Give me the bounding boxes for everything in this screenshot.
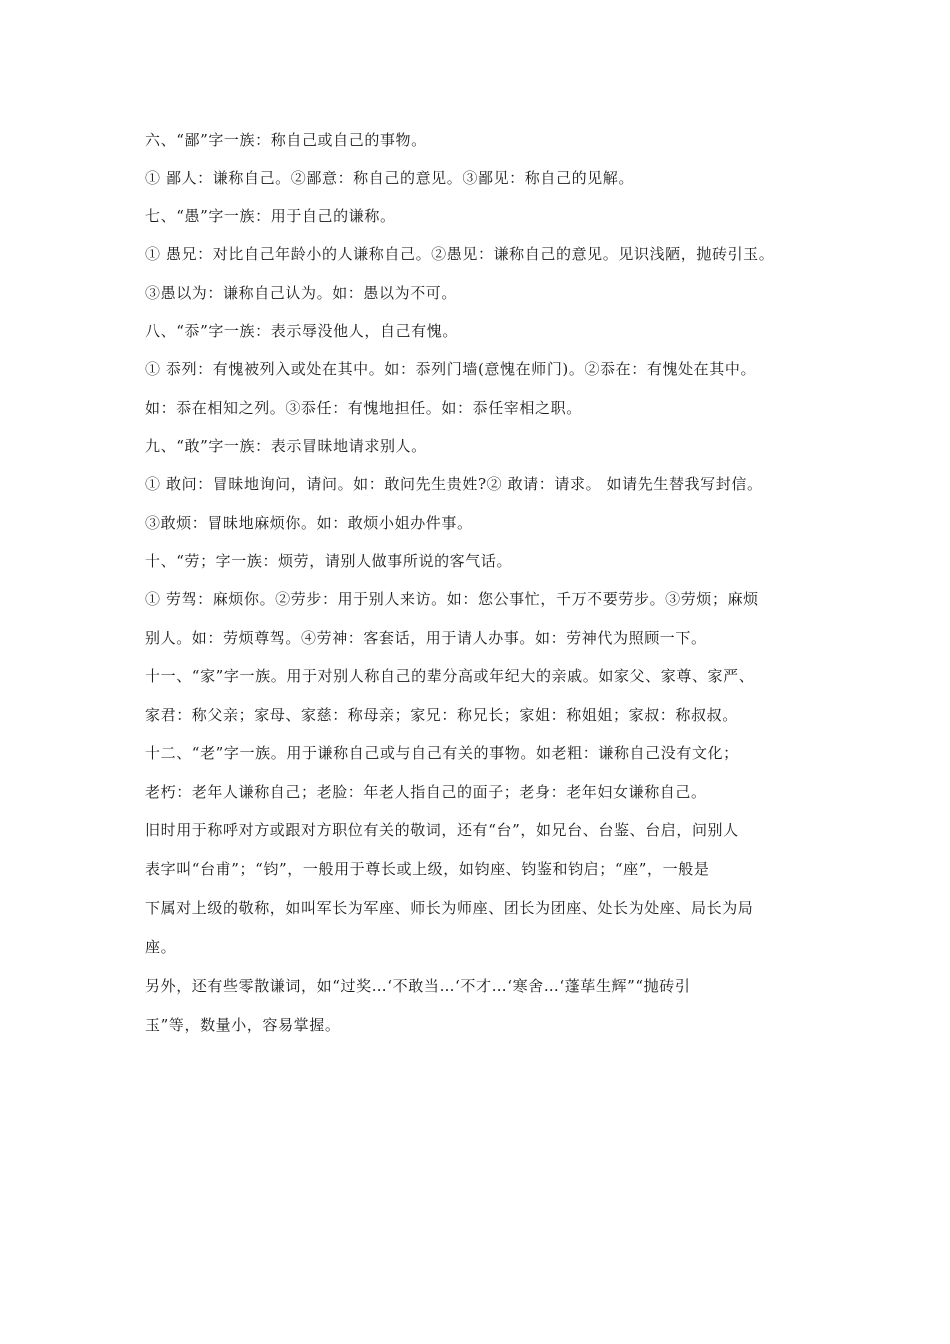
paragraph-line: 十二、“老”字一族。用于谦称自己或与自己有关的事物。如老粗：谦称自己没有文化；	[145, 744, 739, 762]
paragraph-line: 老朽：老年人谦称自己；老脸：年老人指自己的面子；老身：老年妇女谦称自己。	[145, 783, 707, 801]
paragraph-line: 如：忝在相知之列。③忝任：有愧地担任。如：忝任宰相之职。	[145, 399, 582, 417]
paragraph-line: ③愚以为：谦称自己认为。如：愚以为不可。	[145, 284, 458, 302]
paragraph-line: 旧时用于称呼对方或跟对方职位有关的敬词，还有“台”，如兄台、台鉴、台启，问别人	[145, 821, 739, 839]
paragraph-line: 十、“劳；字一族：烦劳，请别人做事所说的客气话。	[145, 552, 513, 570]
paragraph-line: 七、“愚”字一族：用于自己的谦称。	[145, 207, 396, 225]
paragraph-line: ① 忝列：有愧被列入或处在其中。如：忝列门墙(意愧在师门)。②忝在：有愧处在其中。	[145, 360, 757, 378]
paragraph-line: ① 劳驾：麻烦你。②劳步：用于别人来访。如：您公事忙，千万不要劳步。③劳烦；麻烦	[145, 590, 759, 608]
paragraph-line: ③敢烦：冒昧地麻烦你。如：敢烦小姐办件事。	[145, 514, 473, 532]
paragraph-line: 表字叫“台甫”；“钧”，一般用于尊长或上级，如钧座、钧鉴和钧启；“座”，一般是	[145, 860, 710, 878]
paragraph-line: ① 敢问：冒昧地询问，请问。如：敢问先生贵姓?② 敢请：请求。 如请先生替我写封信。	[145, 475, 763, 493]
paragraph-line: 另外，还有些零散谦词，如“过奖…‘不敢当…‘不才…‘寒舍…‘蓬荜生辉”“抛砖引	[145, 977, 691, 995]
paragraph-line: 玉”等，数量小，容易掌握。	[145, 1016, 341, 1034]
paragraph-line: 八、“忝”字一族：表示辱没他人，自己有愧。	[145, 322, 458, 340]
paragraph-line: ① 愚兄：对比自己年龄小的人谦称自己。②愚见：谦称自己的意见。见识浅陋，抛砖引玉。	[145, 245, 775, 263]
document-body	[145, 120, 825, 1036]
paragraph-line: 别人。如：劳烦尊驾。④劳神：客套话，用于请人办事。如：劳神代为照顾一下。	[145, 629, 707, 647]
paragraph-line: 九、“敢”字一族：表示冒昧地请求别人。	[145, 437, 427, 455]
paragraph-line: 十一、“家”字一族。用于对别人称自己的辈分高或年纪大的亲戚。如家父、家尊、家严、	[145, 667, 755, 685]
paragraph-line: 家君：称父亲；家母、家慈：称母亲；家兄：称兄长；家姐：称姐姐；家叔：称叔叔。	[145, 706, 738, 724]
paragraph-line: 座。	[145, 938, 177, 956]
paragraph-line: 六、“鄙”字一族：称自己或自己的事物。	[145, 131, 427, 149]
paragraph-line: ① 鄙人：谦称自己。②鄙意：称自己的意见。③鄙见：称自己的见解。	[145, 169, 634, 187]
paragraph-line: 下属对上级的敬称，如叫军长为军座、师长为师座、团长为团座、处长为处座、局长为局	[145, 899, 754, 917]
